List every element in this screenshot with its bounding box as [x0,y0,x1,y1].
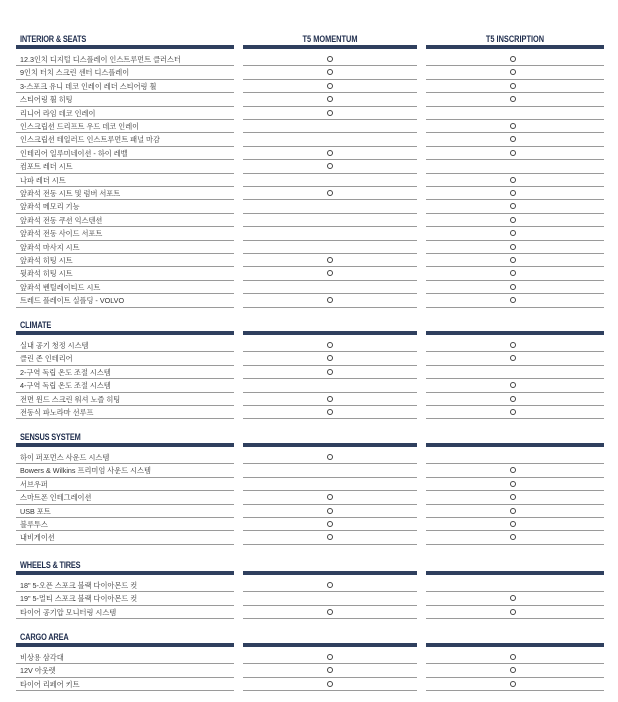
feature-label: 스티어링 휠 히팅 [20,95,73,105]
table-row [0,214,618,227]
feature-label: 앞좌석 전동 시트 및 럼버 서포트 [20,189,121,198]
circle-icon [510,136,516,142]
table-row [0,339,618,352]
feature-label: 앞좌석 벤틸레이티드 시트 [20,282,101,292]
feature-label: 12V 아웃렛 [20,666,56,676]
section-title: CARGO AREA [20,632,69,642]
row-divider-momentum [243,418,417,419]
circle-icon [510,508,516,514]
feature-label: 실내 공기 청정 시스템 [20,341,89,350]
section-title: WHEELS & TIRES [20,560,81,570]
circle-icon [510,203,516,209]
table-row [0,491,618,504]
circle-icon [327,355,333,361]
section-sensus-system [0,432,618,545]
row-divider-momentum [243,544,417,545]
circle-icon [327,257,333,263]
table-row [0,160,618,173]
feature-label: 전면 윈드 스크린 워셔 노즐 히팅 [20,394,121,404]
feature-label: 타이어 공기압 모니터링 시스템 [20,607,117,617]
circle-icon [510,342,516,348]
feature-label: 내비게이션 [20,533,55,543]
section-title: INTERIOR & SEATS [20,34,87,44]
circle-icon [327,83,333,89]
circle-icon [510,177,516,183]
row-divider-label [16,418,234,419]
circle-icon [510,467,516,473]
table-row [0,281,618,294]
section-title: SENSUS SYSTEM [20,432,81,442]
feature-label: 비상용 삼각대 [20,653,64,662]
circle-icon [510,56,516,62]
table-row [0,579,618,592]
header-bar-momentum [243,571,417,575]
header-bar-label [16,331,234,335]
circle-icon [327,110,333,116]
circle-icon [510,409,516,415]
circle-icon [510,534,516,540]
header-bar-momentum [243,45,417,49]
table-row [0,531,618,544]
feature-label: 앞좌석 전동 쿠션 익스텐션 [20,215,103,225]
table-row [0,53,618,66]
feature-label: 전동식 파노라마 선루프 [20,408,94,417]
circle-icon [510,667,516,673]
table-row [0,379,618,392]
table-row [0,107,618,120]
table-row [0,120,618,133]
table-row [0,478,618,491]
circle-icon [510,217,516,223]
header-bar-inscription [426,443,604,447]
circle-icon [510,244,516,250]
circle-icon [327,342,333,348]
row-divider-momentum [243,690,417,691]
table-row [0,352,618,365]
row-divider-momentum [243,307,417,308]
circle-icon [510,150,516,156]
row-divider-label [16,618,234,619]
table-row [0,464,618,477]
circle-icon [510,96,516,102]
circle-icon [327,297,333,303]
feature-label: 나파 레더 시트 [20,175,66,185]
feature-label: 19" 5-멀티 스포크 블랙 다이아몬드 컷 [20,594,138,604]
row-divider-label [16,690,234,691]
column-header-inscription: T5 INSCRIPTION [485,34,545,44]
circle-icon [510,494,516,500]
circle-icon [510,123,516,129]
feature-label: USB 포트 [20,506,51,516]
header-bar-label [16,443,234,447]
table-row [0,66,618,79]
circle-icon [510,355,516,361]
circle-icon [327,494,333,500]
circle-icon [510,257,516,263]
table-row [0,174,618,187]
header-bar-label [16,45,234,49]
circle-icon [327,270,333,276]
table-row [0,133,618,146]
circle-icon [510,654,516,660]
table-row [0,451,618,464]
row-divider-inscription [426,307,604,308]
table-row [0,80,618,93]
table-row [0,606,618,619]
circle-icon [327,190,333,196]
circle-icon [327,150,333,156]
row-divider-inscription [426,544,604,545]
circle-icon [327,582,333,588]
header-bar-inscription [426,571,604,575]
feature-label: 트레드 플레이트 실플딩 - VOLVO [20,296,125,306]
feature-label: 9인치 터치 스크린 센터 디스플레이 [20,68,130,78]
circle-icon [510,595,516,601]
circle-icon [510,297,516,303]
table-row [0,227,618,240]
circle-icon [327,534,333,540]
feature-label: 하이 퍼포먼스 사운드 시스템 [20,453,110,462]
header-bar-label [16,571,234,575]
circle-icon [327,409,333,415]
header-bar-momentum [243,331,417,335]
circle-icon [327,454,333,460]
feature-label: 리니어 라임 데코 인레이 [20,108,96,118]
row-divider-inscription [426,418,604,419]
table-row [0,200,618,213]
table-row [0,241,618,254]
table-row [0,147,618,160]
feature-label: 컴포트 레더 시트 [20,162,73,172]
table-row [0,505,618,518]
feature-label: 앞좌석 전동 사이드 서포트 [20,229,103,239]
table-row [0,254,618,267]
feature-label: 12.3인치 디지털 디스플레이 인스트루먼트 클러스터 [20,55,181,64]
circle-icon [327,667,333,673]
section-title: CLIMATE [20,320,52,330]
row-divider-inscription [426,618,604,619]
feature-label: 앞좌석 마사지 시트 [20,242,80,252]
circle-icon [327,56,333,62]
header-bar-momentum [243,443,417,447]
feature-label: 인스크립션 테일러드 인스트루먼트 패널 마감 [20,135,160,145]
feature-label: 서브우퍼 [20,479,48,489]
feature-label: 타이어 리페어 키트 [20,679,80,689]
circle-icon [327,96,333,102]
feature-label: 인테리어 일루미네이션 - 하이 레벨 [20,148,128,158]
circle-icon [510,609,516,615]
section-wheels-tires [0,560,618,619]
column-header-momentum: T5 MOMENTUM [302,34,358,44]
circle-icon [510,382,516,388]
table-row [0,678,618,691]
header-bar-momentum [243,643,417,647]
circle-icon [510,521,516,527]
circle-icon [327,369,333,375]
table-row [0,393,618,406]
header-bar-inscription [426,45,604,49]
row-divider-label [16,544,234,545]
section-interior-seats [0,34,618,308]
header-bar-inscription [426,643,604,647]
circle-icon [327,521,333,527]
circle-icon [327,396,333,402]
row-divider-inscription [426,690,604,691]
circle-icon [510,481,516,487]
table-row [0,93,618,106]
feature-label: 3-스포크 유니 데코 인레이 레더 스티어링 휠 [20,81,157,91]
circle-icon [510,284,516,290]
header-bar-inscription [426,331,604,335]
table-row [0,651,618,664]
table-row [0,366,618,379]
row-divider-label [16,307,234,308]
circle-icon [327,69,333,75]
feature-label: 뒷좌석 히팅 시트 [20,269,73,279]
table-row [0,518,618,531]
circle-icon [510,69,516,75]
feature-label: 스마트폰 인테그레이션 [20,493,92,503]
circle-icon [510,396,516,402]
table-row [0,187,618,200]
circle-icon [327,508,333,514]
circle-icon [327,654,333,660]
feature-label: 18" 5-오픈 스포크 블랙 다이아몬드 컷 [20,581,138,590]
feature-label: 블루투스 [20,520,48,529]
section-climate [0,320,618,419]
circle-icon [510,190,516,196]
section-cargo-area [0,632,618,691]
feature-label: 4-구역 독립 온도 조절 시스템 [20,381,111,391]
feature-label: 앞좌석 히팅 시트 [20,256,73,265]
circle-icon [510,681,516,687]
circle-icon [327,163,333,169]
circle-icon [327,609,333,615]
header-bar-label [16,643,234,647]
feature-label: Bowers & Wilkins 프리미엄 사운드 시스템 [20,466,151,476]
circle-icon [510,230,516,236]
circle-icon [327,681,333,687]
table-row [0,664,618,677]
feature-label: 인스크립션 드리프트 우드 데코 인레이 [20,122,140,131]
feature-label: 앞좌석 메모리 기능 [20,202,80,212]
feature-label: 클린 존 인테리어 [20,354,73,364]
feature-label: 2-구역 독립 온도 조절 시스템 [20,367,111,377]
table-row [0,406,618,419]
table-row [0,592,618,605]
circle-icon [510,83,516,89]
circle-icon [510,270,516,276]
table-row [0,294,618,307]
table-row [0,267,618,280]
row-divider-momentum [243,618,417,619]
